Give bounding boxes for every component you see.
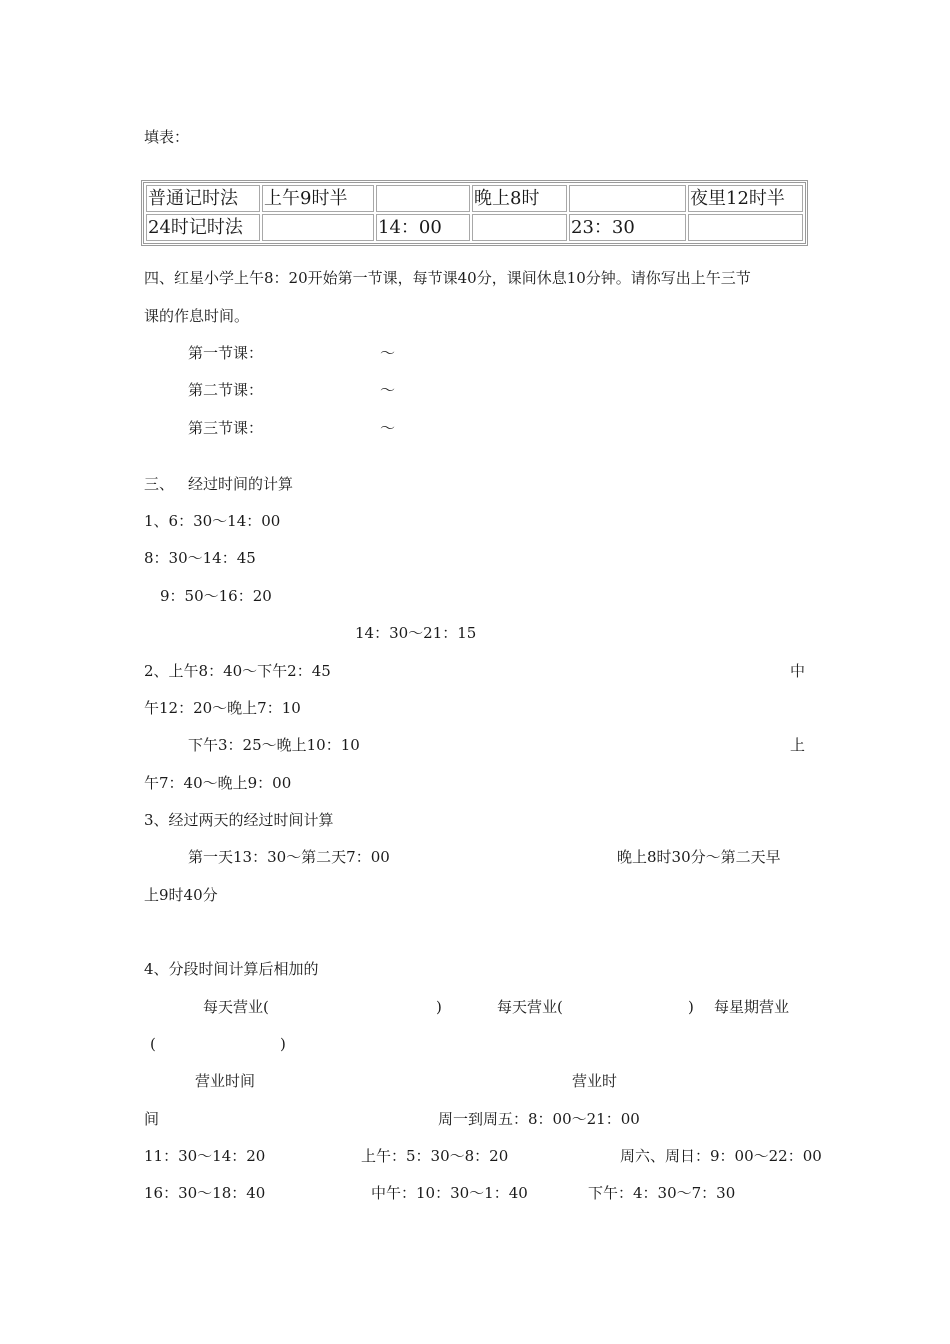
problem-1-c: 9：50～16：20 — [160, 587, 272, 605]
table-cell: 晚上8时 — [472, 185, 567, 212]
lesson-3-label: 第三节课： — [188, 419, 264, 437]
problem-1-b: 8：30～14：45 — [144, 549, 256, 567]
table-cell: 24时记时法 — [146, 214, 260, 241]
problem-2-a-right: 中 — [790, 662, 806, 680]
daily-hours-1-label: 每天营业( — [203, 998, 269, 1016]
problem-3-title: 3、经过两天的经过时间计算 — [144, 811, 334, 829]
table-row — [146, 214, 803, 241]
weekday-hours: 周一到周五：8：00～21：00 — [438, 1110, 640, 1128]
table-cell: 夜里12时半 — [688, 185, 803, 212]
weekly-paren-close: ) — [280, 1035, 286, 1053]
time-format-table — [141, 180, 808, 246]
q4-text-line1: 四、红星小学上午8：20开始第一节课，每节课40分，课间休息10分钟。请你写出上午三节 — [144, 269, 751, 287]
daily-hours-1-close: ) — [436, 998, 442, 1016]
problem-4-title: 4、分段时间计算后相加的 — [144, 960, 319, 978]
problem-3-b: 上9时40分 — [144, 886, 218, 904]
hours-row1-b: 上午：5：30～8：20 — [361, 1147, 509, 1165]
problem-3-a-right: 晚上8时30分～第二天早 — [617, 848, 781, 866]
section-3-number: 三、 — [144, 475, 175, 493]
lesson-2-label: 第二节课： — [188, 381, 264, 399]
hours-row1-a: 11：30～14：20 — [144, 1147, 266, 1165]
lesson-1-label: 第一节课： — [188, 344, 264, 362]
table-cell — [569, 185, 686, 212]
weekly-paren-open: ( — [150, 1035, 156, 1053]
table-cell — [688, 214, 803, 241]
hours-row1-c: 周六、周日：9：00～22：00 — [620, 1147, 822, 1165]
problem-2-d: 午7：40～晚上9：00 — [144, 774, 292, 792]
table-row — [146, 185, 803, 212]
weekly-hours-label: 每星期营业 — [714, 998, 790, 1016]
business-hours-label-a: 营业时间 — [195, 1072, 256, 1090]
daily-hours-2-close: ) — [688, 998, 694, 1016]
problem-2-c: 下午3：25～晚上10：10 — [188, 736, 360, 754]
problem-2-b: 午12：20～晚上7：10 — [144, 699, 301, 717]
table-cell: 上午9时半 — [262, 185, 374, 212]
q4-text-line2: 课的作息时间。 — [144, 307, 250, 325]
lesson-1-tilde: ～ — [380, 344, 396, 362]
table-cell — [262, 214, 374, 241]
problem-2-a: 2、上午8：40～下午2：45 — [144, 662, 331, 680]
lesson-3-tilde: ～ — [380, 419, 396, 437]
fill-table-title: 填表： — [144, 128, 190, 146]
table-cell: 23：30 — [569, 214, 686, 241]
problem-3-a: 第一天13：30～第二天7：00 — [188, 848, 390, 866]
problem-2-c-right: 上 — [790, 736, 806, 754]
table-cell — [472, 214, 567, 241]
section-3-heading: 经过时间的计算 — [188, 475, 294, 493]
business-hours-label-b-cont: 间 — [144, 1110, 160, 1128]
problem-1-a: 1、6：30～14：00 — [144, 512, 281, 530]
table-cell: 14：00 — [376, 214, 470, 241]
table-cell: 普通记时法 — [146, 185, 260, 212]
problem-1-d: 14：30～21：15 — [355, 624, 477, 642]
hours-row2-a: 16：30～18：40 — [144, 1184, 266, 1202]
hours-row2-b: 中午：10：30～1：40 — [371, 1184, 528, 1202]
table-cell — [376, 185, 470, 212]
lesson-2-tilde: ～ — [380, 381, 396, 399]
hours-row2-c: 下午：4：30～7：30 — [588, 1184, 736, 1202]
business-hours-label-b: 营业时 — [572, 1072, 618, 1090]
daily-hours-2-label: 每天营业( — [497, 998, 563, 1016]
